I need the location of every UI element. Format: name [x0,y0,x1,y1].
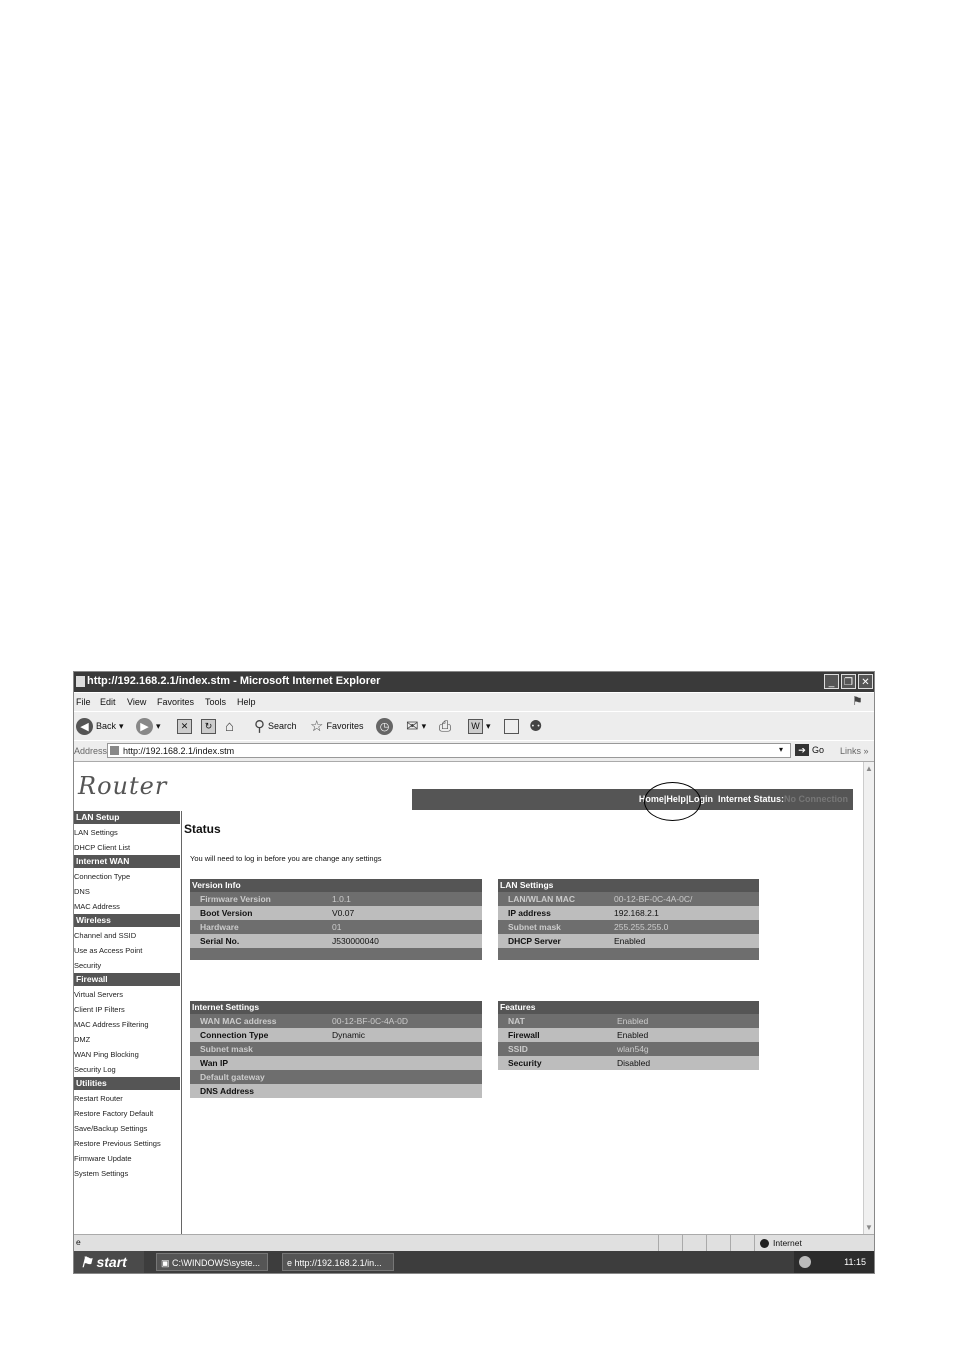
login-notice: You will need to log in before you are change any settings [190,854,382,863]
panel-row [498,1056,759,1070]
row-label: Wan IP [200,1058,229,1068]
taskbar [74,1251,874,1273]
chevron-down-icon: ▾ [119,720,124,731]
row-value: Disabled [617,1058,651,1068]
row-value: V0.07 [332,908,355,918]
sidebar-link[interactable]: MAC Address Filtering [74,1020,149,1029]
panel-title: Version Info [190,879,482,892]
row-label: LAN/WLAN MAC [508,894,576,904]
start-button[interactable] [74,1251,144,1273]
row-value: Dynamic [332,1030,366,1040]
row-label: Default gateway [200,1072,265,1082]
sidebar-link[interactable]: Use as Access Point [74,946,143,955]
row-label: Connection Type [200,1030,269,1040]
search-label: Search [268,721,297,731]
row-value: 01 [332,922,342,932]
lan-settings-panel [498,879,759,960]
scroll-up-icon[interactable]: ▲ [865,764,873,773]
sidebar-link[interactable]: Channel and SSID [74,931,137,940]
home-button[interactable] [225,716,234,736]
row-label: Serial No. [200,936,240,946]
sidebar-link[interactable]: Restart Router [74,1094,123,1103]
panel-row [190,920,482,934]
panel-row [190,1028,482,1042]
nav-separator: | [663,794,667,804]
favorites-label: Favorites [326,721,364,731]
login-highlight-circle [644,782,701,821]
history-icon: ◷ [376,718,393,735]
printer-icon: ⎙ [439,717,452,735]
menu-edit[interactable]: Edit [100,697,116,707]
word-icon: W [468,719,483,734]
menu-file[interactable]: File [76,697,91,707]
address-bar [74,741,874,762]
search-icon: ⚲ [254,718,265,735]
favorites-button[interactable] [310,716,363,736]
refresh-icon: ↻ [201,719,216,734]
nav-help-link[interactable]: Help [666,794,686,804]
tray-network-icon[interactable] [799,1256,811,1268]
panel-row [190,892,482,906]
address-input[interactable] [107,743,791,758]
menu-view[interactable]: View [127,697,147,707]
menu-favorites[interactable]: Favorites [157,697,195,707]
internet-settings-panel [190,1001,482,1098]
panel-row [498,906,759,920]
stop-icon: ✕ [177,719,192,734]
stop-button[interactable] [177,716,192,736]
windows-flag-icon: ⚑ [852,694,863,708]
history-button[interactable] [376,716,393,736]
status-bar [74,1234,874,1251]
router-logo: Router [78,772,168,800]
row-label: IP address [508,908,551,918]
row-label: Firmware Version [200,894,271,904]
windows-flag-icon: ⚑ [80,1254,93,1270]
row-label: Hardware [200,922,239,932]
edit-button[interactable] [468,716,491,736]
sidebar-section-header[interactable]: Wireless [74,914,180,927]
forward-button[interactable] [136,716,161,736]
panel-row [190,906,482,920]
vertical-scrollbar[interactable] [863,762,875,1234]
row-label: Subnet mask [508,922,561,932]
forward-arrow-icon: ▶ [136,718,153,735]
close-button[interactable]: ✕ [858,674,873,689]
scroll-down-icon[interactable]: ▼ [865,1223,873,1232]
address-label: Address [74,746,108,756]
links-button[interactable]: Links » [840,746,869,756]
row-value: J530000040 [332,936,379,946]
sidebar-link[interactable]: Restore Factory Default [74,1109,154,1118]
row-value: 00-12-BF-0C-4A-0D [332,1016,409,1026]
row-value: Enabled [617,1016,649,1026]
panel-row [498,1042,759,1056]
panel-row [190,1070,482,1084]
status-cell [706,1235,707,1251]
row-label: DNS Address [200,1086,255,1096]
menu-help[interactable]: Help [237,697,256,707]
nav-login-link[interactable]: Login [688,794,713,804]
status-cell [754,1235,755,1251]
star-icon: ☆ [310,718,324,735]
address-url: http://192.168.2.1/index.stm [123,746,235,756]
top-nav-bar [412,789,853,810]
sidebar-link[interactable]: DMZ [74,1035,91,1044]
menu-tools[interactable]: Tools [205,697,227,707]
address-dropdown-icon[interactable]: ▾ [779,745,784,754]
panel-row [498,934,759,948]
sidebar-link[interactable]: Save/Backup Settings [74,1124,148,1133]
panel-row [498,1014,759,1028]
console-icon: ▣ [161,1258,170,1268]
page-title: Status [184,822,221,836]
panel-title: LAN Settings [498,879,759,892]
status-cell [658,1235,659,1251]
panel-row [498,1028,759,1042]
print-button[interactable] [439,716,451,736]
discuss-icon [504,719,519,734]
links-label: Links [840,746,862,756]
row-value: Enabled [614,936,646,946]
panel-row [190,1084,482,1098]
ie-icon: e [287,1258,293,1268]
sidebar-section-header[interactable]: Firewall [74,973,180,986]
chevron-down-icon: ▾ [421,720,427,731]
sidebar-link[interactable]: Security Log [74,1065,116,1074]
row-label: Subnet mask [200,1044,253,1054]
mail-button[interactable] [406,716,426,736]
status-cell [730,1235,731,1251]
status-page-icon: e [76,1237,81,1247]
row-label: Boot Version [200,908,253,918]
sidebar-link[interactable]: Connection Type [74,872,131,881]
home-icon: ⌂ [225,717,235,735]
menu-bar [74,693,874,711]
row-label: DHCP Server [508,936,561,946]
ie-page-icon [76,676,85,687]
panel-row [190,934,482,948]
sidebar-link[interactable]: MAC Address [74,902,120,911]
row-value: Enabled [617,1030,649,1040]
sidebar-link[interactable]: DHCP Client List [74,843,131,852]
sidebar [74,811,182,1234]
nav-separator: | [685,794,689,804]
panel-footer [190,948,482,960]
sidebar-section-header[interactable]: Internet WAN [74,855,180,868]
clock: 11:15 [844,1257,866,1267]
panel-row [190,1042,482,1056]
title-bar [74,672,874,692]
row-value: wlan54g [617,1044,649,1054]
go-label: Go [812,745,825,755]
row-label: SSID [508,1044,528,1054]
search-button[interactable] [254,716,297,736]
task-label: C:\WINDOWS\syste... [172,1258,261,1268]
row-value: 00-12-BF-0C-4A-0C/ [614,894,693,904]
row-label: WAN MAC address [200,1016,277,1026]
row-value: 255.255.255.0 [614,922,669,932]
back-arrow-icon: ◀ [76,718,93,735]
restore-button[interactable]: ❐ [841,674,856,689]
refresh-button[interactable] [201,716,216,736]
sidebar-link[interactable]: DNS [74,887,90,896]
sidebar-link[interactable]: System Settings [74,1169,129,1178]
back-label: Back [96,721,117,731]
sidebar-section-header[interactable]: LAN Setup [74,811,180,824]
row-label: Security [508,1058,542,1068]
sidebar-link[interactable]: WAN Ping Blocking [74,1050,139,1059]
row-label: NAT [508,1016,525,1026]
panel-row [190,1014,482,1028]
minimize-button[interactable]: _ [824,674,839,689]
page-icon [110,746,119,755]
features-panel [498,1001,759,1070]
globe-icon [760,1239,769,1248]
discuss-button[interactable] [504,716,519,736]
toolbar [74,712,874,740]
internet-status-label: Internet Status: [717,794,784,804]
go-arrow-icon: ➔ [795,744,809,756]
sidebar-section-header[interactable]: Utilities [74,1077,180,1090]
status-cell [682,1235,683,1251]
chevron-down-icon: ▾ [156,720,161,731]
back-button[interactable] [76,716,124,736]
panel-title: Internet Settings [190,1001,482,1014]
taskbar-item-cmd[interactable] [156,1253,268,1271]
row-label: Firewall [508,1030,540,1040]
go-button[interactable] [795,744,824,756]
row-value: 1.0.1 [332,894,351,904]
panel-row [498,920,759,934]
mail-icon: ✉ [406,718,419,735]
security-zone [760,1238,802,1248]
window-title: http://192.168.2.1/index.stm - Microsoft Internet Explorer [87,675,381,687]
messenger-icon: ⚉ [529,718,543,735]
panel-footer [498,948,759,960]
zone-label: Internet [773,1238,802,1248]
task-label: http://192.168.2.1/in... [294,1258,382,1268]
sidebar-link[interactable]: Virtual Servers [74,990,124,999]
panel-title: Features [498,1001,759,1014]
internet-status-value: No Connection [784,794,848,804]
taskbar-item-ie[interactable] [282,1253,394,1271]
ie-window [73,671,875,1274]
system-tray [794,1251,874,1273]
start-label: start [96,1254,127,1270]
row-value: 192.168.2.1 [614,908,659,918]
nav-home-link[interactable]: Home [638,794,664,804]
sidebar-link[interactable]: Client IP Filters [74,1005,125,1014]
panel-row [498,892,759,906]
messenger-button[interactable] [529,716,542,736]
sidebar-link[interactable]: Restore Previous Settings [74,1139,161,1148]
version-info-panel [190,879,482,960]
panel-row [190,1056,482,1070]
sidebar-link[interactable]: LAN Settings [74,828,118,837]
sidebar-link[interactable]: Security [74,961,102,970]
router-page [74,762,863,1234]
sidebar-link[interactable]: Firmware Update [74,1154,132,1163]
chevron-down-icon: ▾ [486,720,491,731]
